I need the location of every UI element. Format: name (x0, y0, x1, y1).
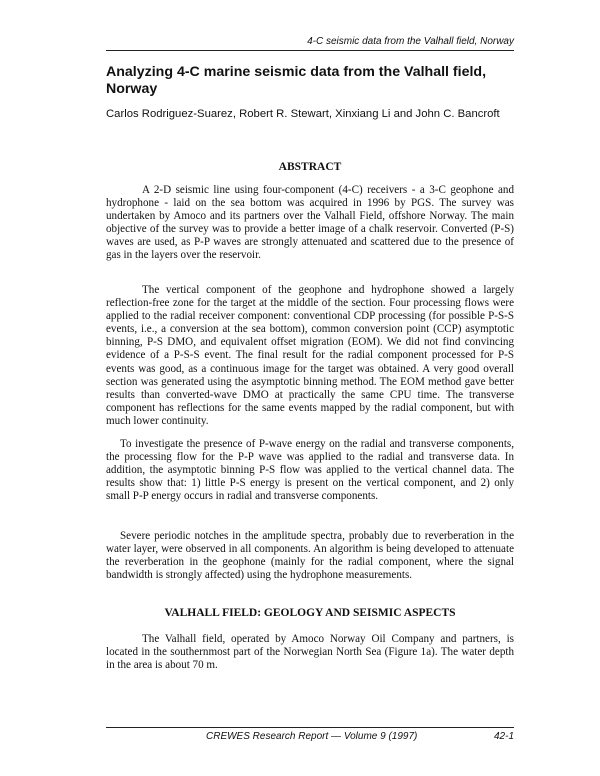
section-heading: VALHALL FIELD: GEOLOGY AND SEISMIC ASPECTS (164, 607, 456, 619)
abstract-paragraph-3: To investigate the presence of P-wave energy on the radial and transverse components, the processing flow for the P-P wave was applied to the radial and transverse data. In addition, the asymptotic binning P-S flow was applied to the vertical channel data. The results show that: 1) little P-S energy is present on the vertical component, and 2) only small P-P energy occurs in radial and transverse components. (106, 438, 514, 503)
footer-rule (106, 727, 514, 728)
page-footer (106, 731, 514, 743)
running-header: 4-C seismic data from the Valhall field, Norway (307, 36, 514, 47)
abstract-paragraph-1: A 2-D seismic line using four-component (4-C) receivers - a 3-C geophone and hydrophone - laid on the sea bottom was acquired in 1996 by PGS. The survey was undertaken by Amoco and its partners over the Valhall Field, offshore Norway. The main objective of the survey was to provide a better image of a chalk reservoir. Converted (P-S) waves are used, as P-P waves are strongly attenuated and scattered due to the presence of gas in the layers over the reservoir. (106, 184, 514, 262)
author-list: Carlos Rodriguez-Suarez, Robert R. Stewart, Xinxiang Li and John C. Bancroft (106, 108, 500, 120)
footer-report-title: CREWES Research Report — Volume 9 (1997) (206, 731, 418, 742)
header-rule (106, 50, 514, 51)
abstract-paragraph-2: The vertical component of the geophone and hydrophone showed a largely reflection-free zone for the target at the middle of the section. Four processing flows were applied to the radial receiver component: conventional CDP processing (for possible P-S-S events, i.e., a conversion at the sea bottom), common conversion point (CCP) asymptotic binning, P-S DMO, and equivalent offset migration (EOM). We did not find convincing evidence of a P-S-S event. The final result for the radial component processed for P-S events was good, as a continuous image for the target was obtained. A very good overall section was generated using the asymptotic binning method. The EOM method gave better results than converted-wave DMO at practically the same CPU time. The transverse component has reflections for the same events mapped by the radial component, but with much lower continuity. (106, 284, 514, 427)
section-paragraph: The Valhall field, operated by Amoco Norway Oil Company and partners, is located in the southernmost part of the Norwegian North Sea (Figure 1a). The water depth in the area is about 70 m. (106, 633, 514, 672)
paper-title: Analyzing 4-C marine seismic data from the Valhall field, Norway (106, 64, 487, 97)
abstract-heading: ABSTRACT (278, 161, 342, 173)
page-number: 42-1 (493, 731, 514, 742)
abstract-paragraph-4: Severe periodic notches in the amplitude spectra, probably due to reverberation in the water layer, were observed in all components. An algorithm is being developed to attenuate the reverberation in the geophone (mainly for the radial component, where the signal bandwidth is strongly affected) using the hydrophone measurements. (106, 530, 514, 582)
